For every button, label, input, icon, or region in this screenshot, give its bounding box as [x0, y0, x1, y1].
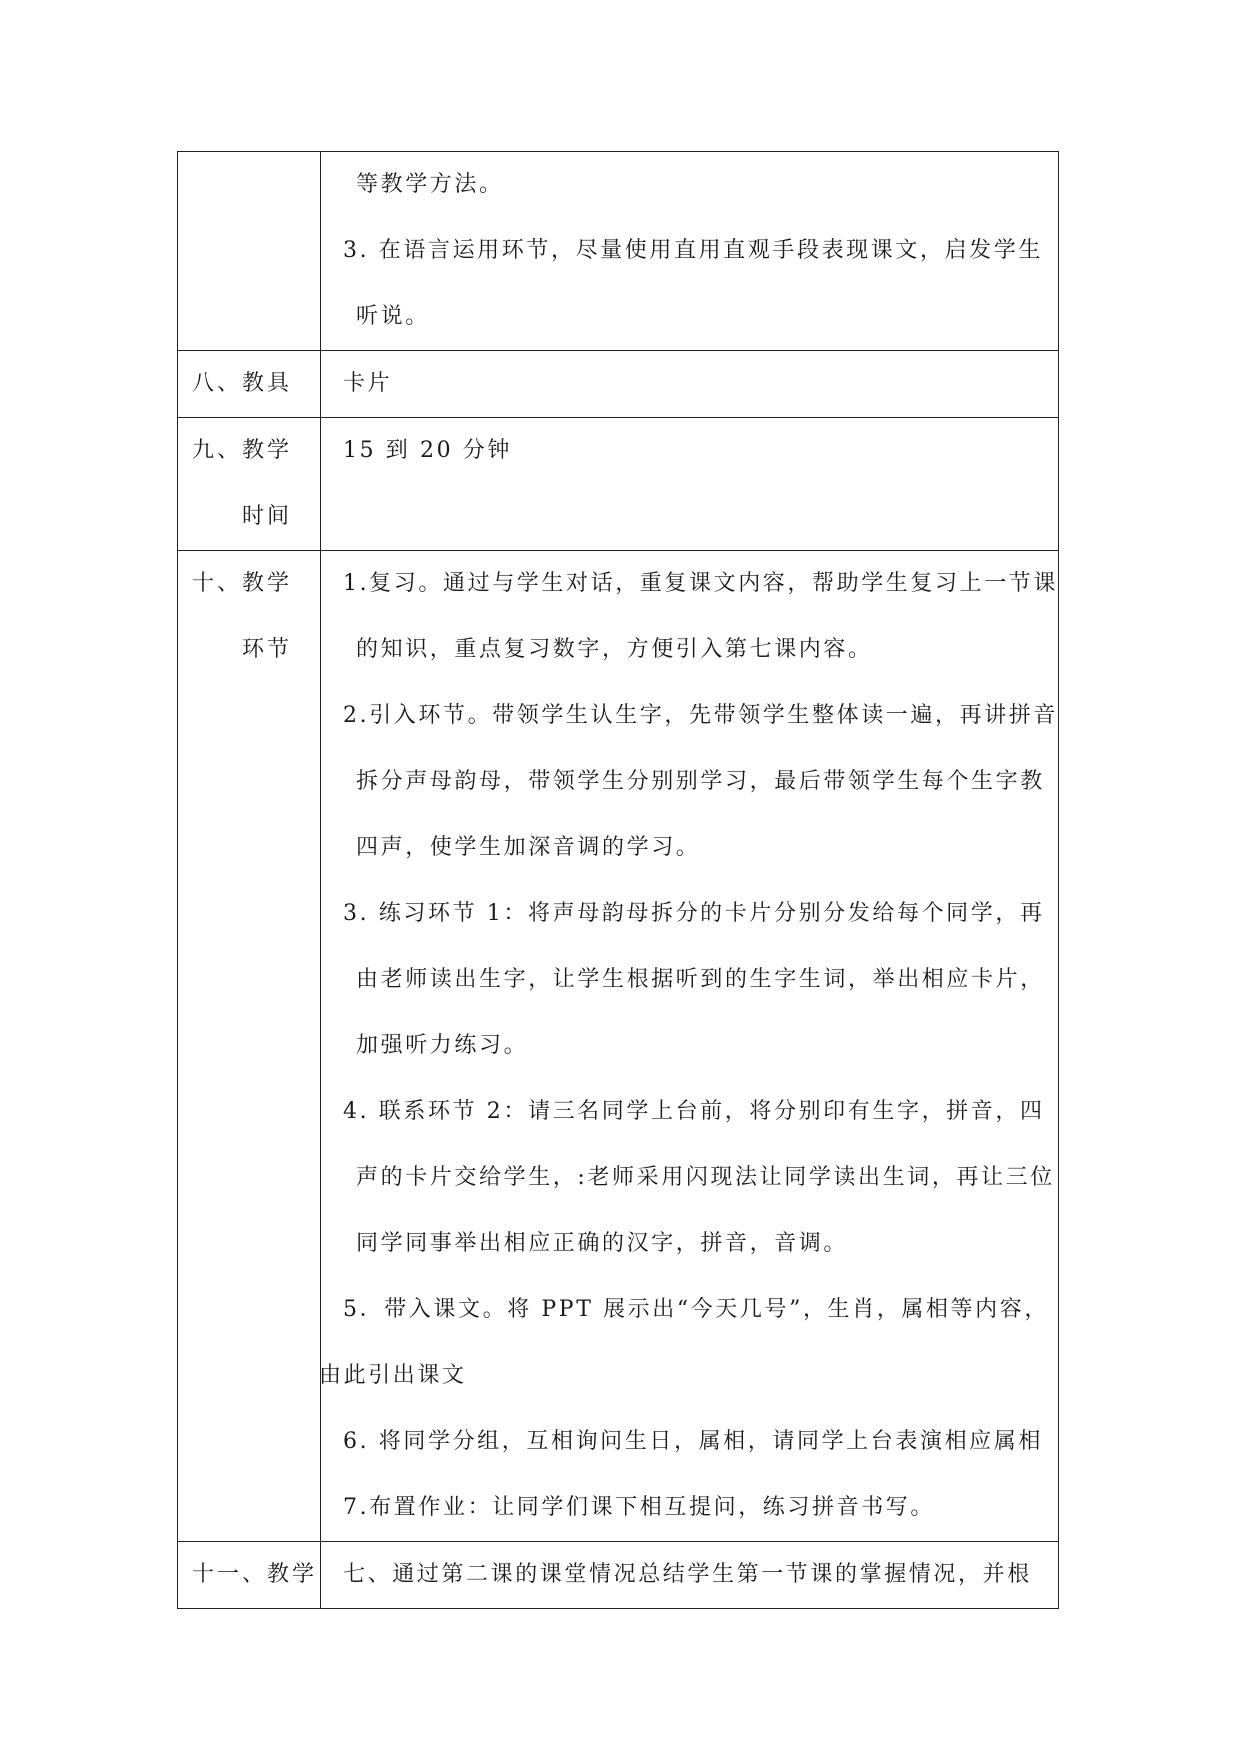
row-label-cell: [178, 551, 321, 1542]
content-line: 同学同事举出相应正确的汉字，拼音，音调。: [356, 1231, 849, 1256]
content-line: 七、通过第二课的课堂情况总结学生第一节课的掌握情况，并根: [343, 1562, 1032, 1587]
row-label-cell: [178, 152, 321, 351]
content-line: 3. 在语言运用环节，尽量使用直用直观手段表现课文，启发学生: [343, 238, 1043, 263]
content-line: 的知识，重点复习数字，方便引入第七课内容。: [356, 637, 873, 662]
row-label-cell: [178, 1542, 321, 1609]
row-content-cell: [321, 418, 1059, 551]
row-content-cell: [321, 351, 1059, 418]
row-label: 十一、教学: [192, 1562, 318, 1587]
table-row: [178, 1542, 1059, 1609]
lesson-plan-table: [177, 151, 1059, 1609]
content-line: 3. 练习环节 1：将声母韵母拆分的卡片分别分发给每个同学，再: [343, 901, 1045, 926]
row-content-cell: [321, 1542, 1059, 1609]
row-content-cell: [321, 152, 1059, 351]
content-line: 6. 将同学分组，互相询问生日，属相，请同学上台表演相应属相: [343, 1429, 1043, 1454]
content-line: 卡片: [343, 371, 393, 396]
row-label: 九、教学: [192, 438, 293, 463]
row-label: 八、教具: [192, 371, 293, 396]
row-label-cell: [178, 418, 321, 551]
content-line: 4. 联系环节 2：请三名同学上台前，将分别印有生字，拼音，四: [343, 1099, 1045, 1124]
content-line: 拆分声母韵母，带领学生分别别学习，最后带领学生每个生字教: [356, 769, 1045, 794]
content-line: 声的卡片交给学生，:老师采用闪现法让同学读出生词，再让三位: [356, 1165, 1055, 1190]
table-body: [178, 152, 1059, 1609]
content-line: 1.复习。通过与学生对话，重复课文内容，帮助学生复习上一节课: [343, 571, 1058, 596]
content-line: 由老师读出生字，让学生根据听到的生字生词，举出相应卡片，: [356, 967, 1045, 992]
content-line: 7.布置作业：让同学们课下相互提问，练习拼音书写。: [343, 1495, 935, 1520]
content-line: 5．带入课文。将 PPT 展示出“今天几号”，生肖，属相等内容，: [343, 1297, 1049, 1322]
row-label: 环节: [242, 637, 293, 662]
table-row: [178, 351, 1059, 418]
content-line: 加强听力练习。: [356, 1033, 529, 1058]
row-label: 十、教学: [192, 571, 293, 596]
row-label: 时间: [242, 504, 293, 529]
content-line: 15 到 20 分钟: [343, 438, 512, 463]
content-line: 四声，使学生加深音调的学习。: [356, 835, 701, 860]
table-row: [178, 418, 1059, 551]
content-line: 2.引入环节。带领学生认生字，先带领学生整体读一遍，再讲拼音: [343, 703, 1058, 728]
row-content-cell: [321, 551, 1059, 1542]
content-line: 由此引出课文: [319, 1363, 467, 1388]
table-row: [178, 551, 1059, 1542]
table-row: [178, 152, 1059, 351]
row-label-cell: [178, 351, 321, 418]
content-line: 等教学方法。: [356, 172, 504, 197]
content-line: 听说。: [356, 304, 430, 329]
